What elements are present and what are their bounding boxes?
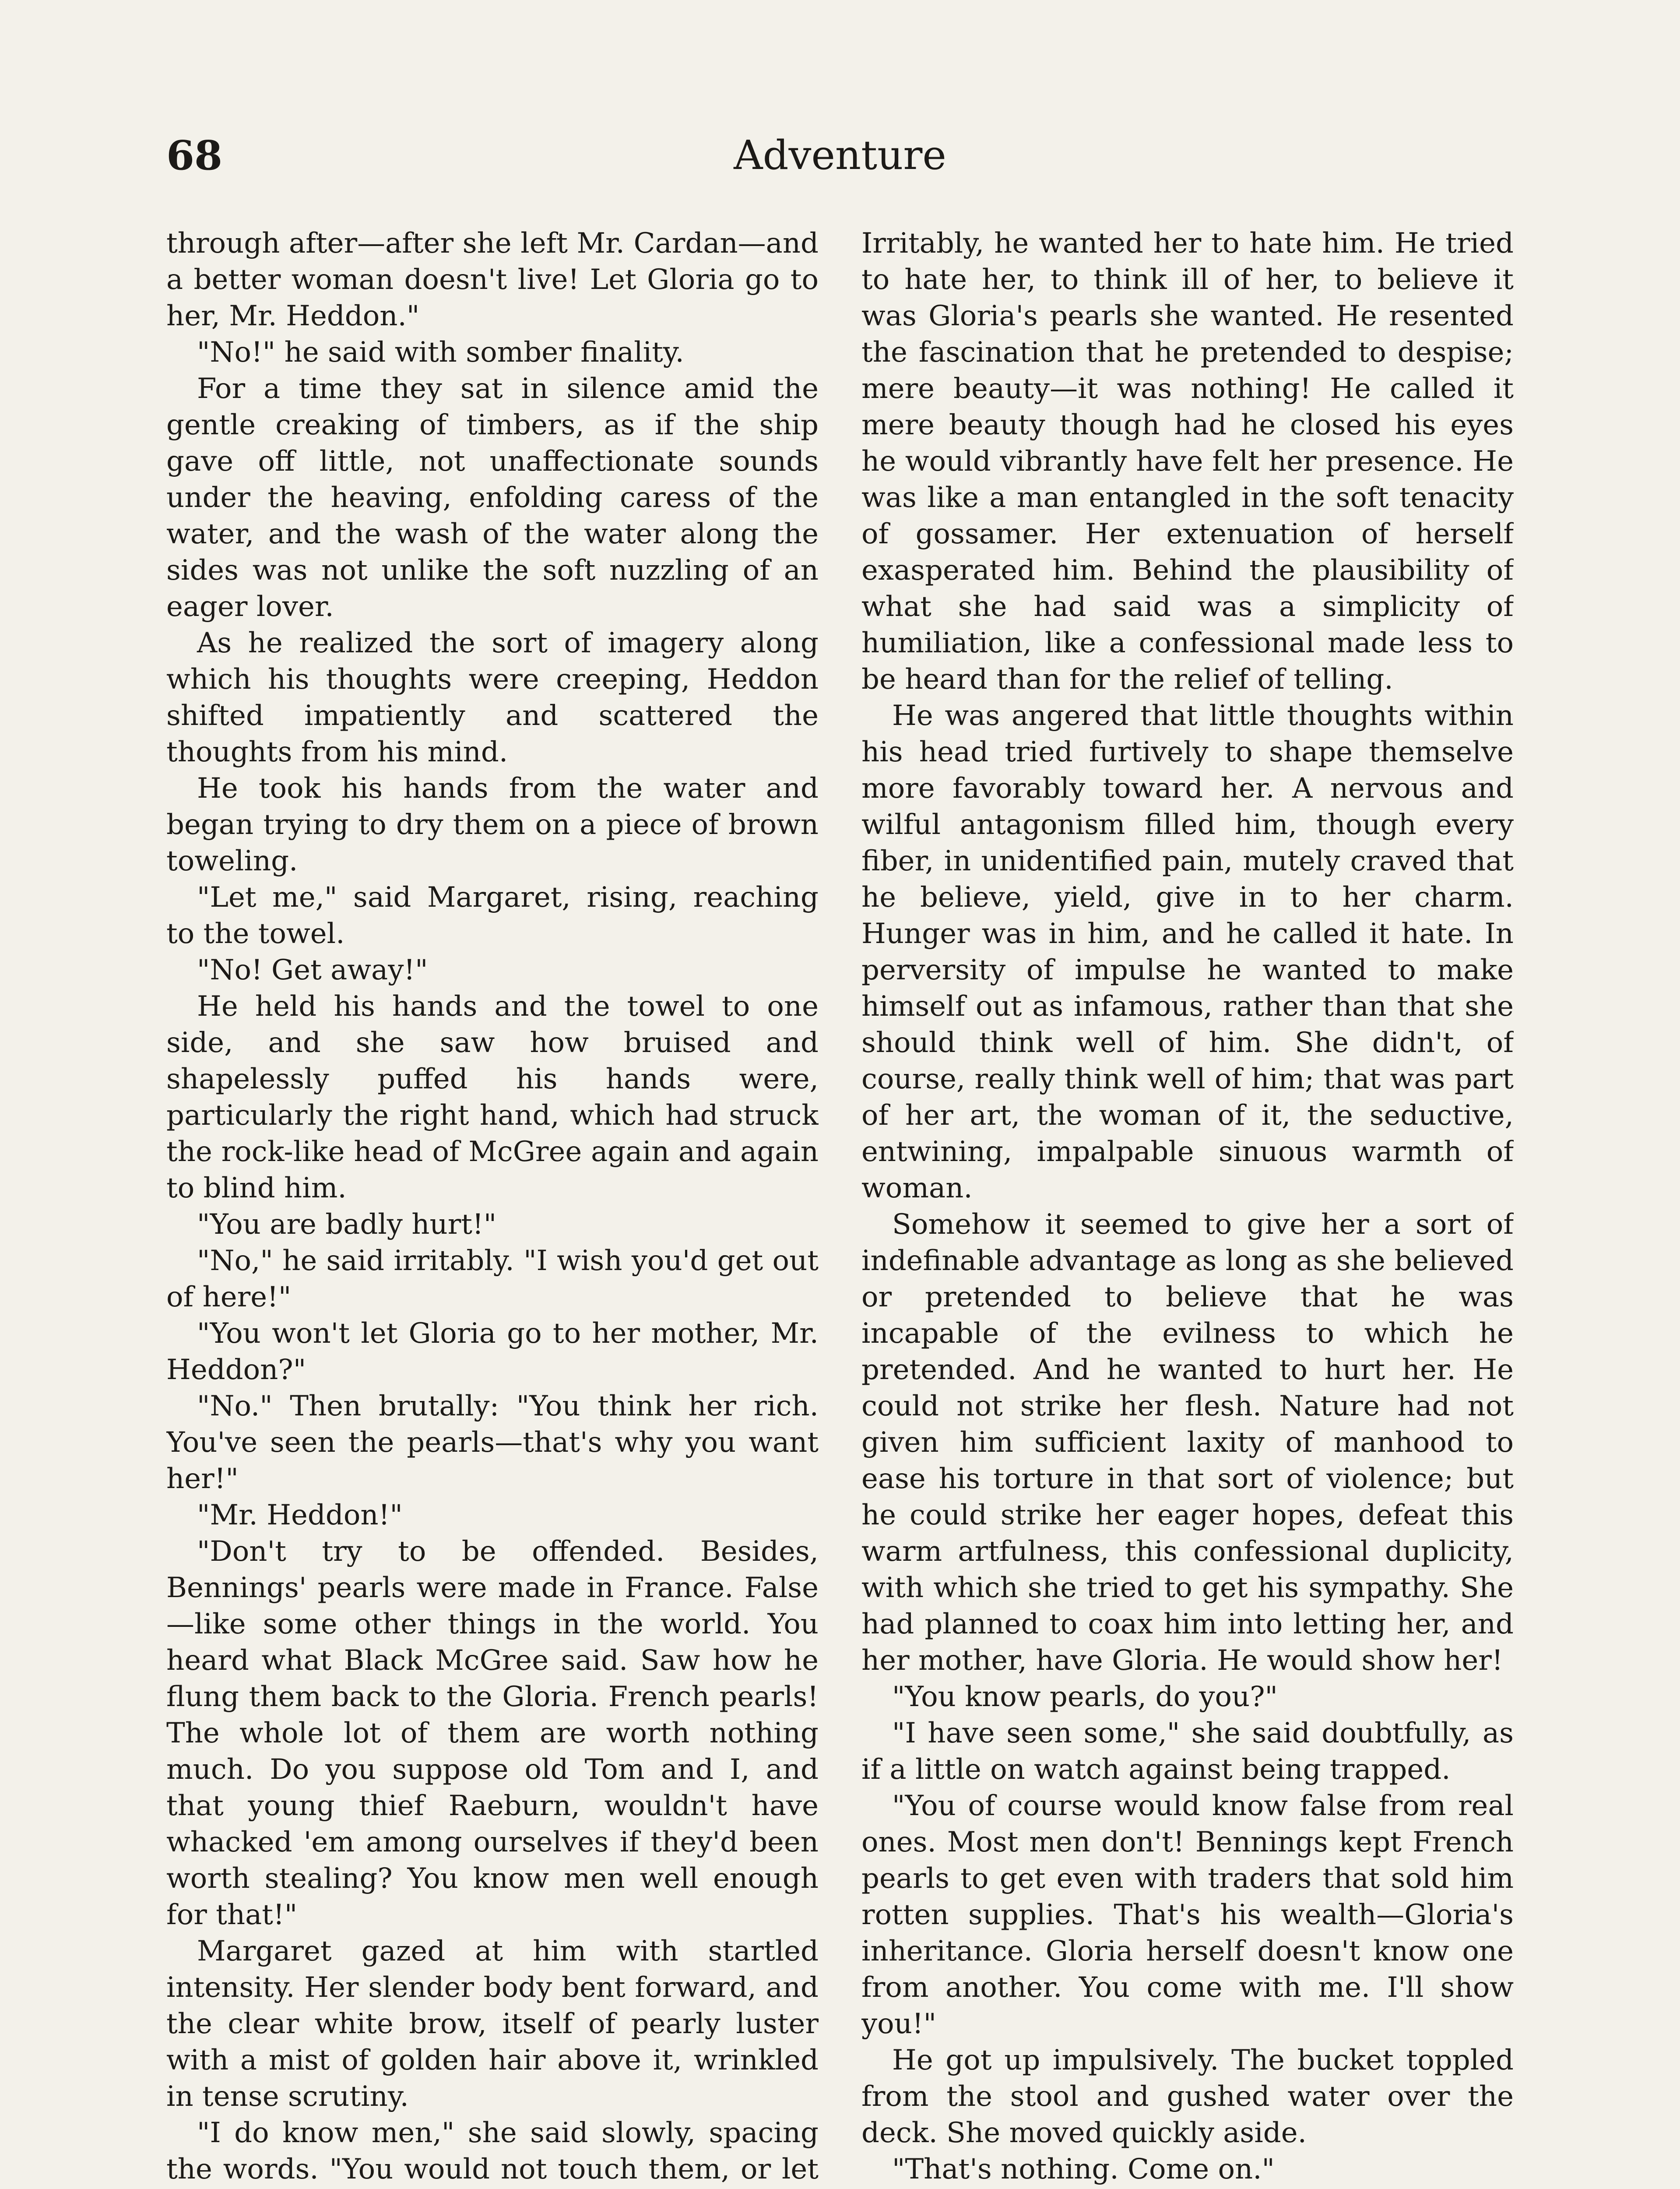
paragraph: He held his hands and the towel to one side, and she saw how bruised and shapelessly puffed his hands were, particularly the right hand, which had struck the rock-like head of McGree again and again to blind him. bbox=[166, 990, 819, 1204]
paragraph: As he realized the sort of imagery along which his thoughts were creeping, Heddon shifted impatiently and scattered the thoughts from his mind. bbox=[166, 627, 819, 768]
paragraph: He got up impulsively. The bucket toppled from the stool and gushed water over the deck. She moved quickly aside. bbox=[861, 2044, 1514, 2149]
paragraph: "I have seen some," she said doubtfully, as if a little on watch against being trapped. bbox=[861, 1717, 1514, 1786]
paragraph: "Let me," said Margaret, rising, reaching to the towel. bbox=[166, 881, 819, 950]
paragraph: "Mr. Heddon!" bbox=[197, 1499, 403, 1531]
paragraph: Irritably, he wanted her to hate him. He tried to hate her, to think ill of her, to believe it was Gloria's pearls she wanted. He resented the fascination that he pretended to despise; mere beauty—it was nothing! He called it mere beauty though had he closed his eyes he would vibrantly have felt her presence. He was like a man entangled in the soft tenacity of gossamer. Her extenuation of herself exasperated him. Behind the plausibility of what she had said was a simplicity of humiliation, like a confessional made less to be heard than for the relief of telling. bbox=[861, 227, 1514, 696]
paragraph: Somehow it seemed to give her a sort of indefinable advantage as long as she believed or pretended to believe that he was incapable of the evilness to which he pretended. And he wanted to hurt her. He could not strike her flesh. Nature had not given him sufficient laxity of manhood to ease his torture in that sort of violence; but he could strike her eager hopes, defeat this warm artfulness, this confessional duplicity, with which she tried to get his sympathy. She had planned to coax him into letting her, and her mother, have Gloria. He would show her! bbox=[861, 1208, 1514, 1677]
paragraph: "You know pearls, do you?" bbox=[892, 1681, 1278, 1713]
paragraph: "No!" he said with somber finality. bbox=[197, 336, 684, 369]
paragraph: "No." Then brutally: "You think her rich. You've seen the pearls—that's why you want her!" bbox=[166, 1390, 819, 1495]
paragraph: "I do know men," she said slowly, spacing the words. "You would not touch them, or let bbox=[166, 2117, 819, 2185]
page-header bbox=[166, 127, 1514, 184]
paragraph: "You won't let Gloria go to her mother, Mr. Heddon?" bbox=[166, 1317, 819, 1386]
paragraph: "No! Get away!" bbox=[197, 954, 428, 986]
paragraph: "Don't try to be offended. Besides, Bennings' pearls were made in France. False—like some other things in the world. You heard what Black McGree said. Saw how he flung them back to the Gloria. French pearls! The whole lot of them are worth nothing much. Do you suppose old Tom and I, and that young thief Raeburn, wouldn't have whacked 'em among ourselves if they'd been worth stealing? You know men well enough for that!" bbox=[166, 1535, 819, 1931]
page-number: 68 bbox=[166, 132, 223, 179]
right-column bbox=[861, 225, 1514, 2189]
left-column bbox=[166, 225, 819, 2189]
paragraph: "You are badly hurt!" bbox=[197, 1208, 497, 1241]
paragraph: He took his hands from the water and began trying to dry them on a piece of brown toweling. bbox=[166, 772, 819, 877]
paragraph: through after—after she left Mr. Cardan—and a better woman doesn't live! Let Gloria go to her, Mr. Heddon." bbox=[166, 227, 819, 332]
running-title: Adventure bbox=[734, 132, 946, 179]
paragraph: He was angered that little thoughts within his head tried furtively to shape themselve more favorably toward her. A nervous and wilful antagonism filled him, though every fiber, in unidentified pain, mutely craved that he believe, yield, give in to her charm. Hunger was in him, and he called it hate. In perversity of impulse he wanted to make himself out as infamous, rather than that she should think well of him. She didn't, of course, really think well of him; that was part of her art, the woman of it, the seductive, entwining, impalpable sinuous warmth of woman. bbox=[861, 700, 1514, 1204]
paragraph: Margaret gazed at him with startled intensity. Her slender body bent forward, and the clear white brow, itself of pearly luster with a mist of golden hair above it, wrinkled in tense scrutiny. bbox=[166, 1935, 819, 2113]
paragraph: For a time they sat in silence amid the gentle creaking of timbers, as if the ship gave off little, not unaffectionate sounds under the heaving, enfolding caress of the water, and the wash of the water along the sides was not unlike the soft nuzzling of an eager lover. bbox=[166, 373, 819, 623]
paragraph: "No," he said irritably. "I wish you'd get out of here!" bbox=[166, 1245, 819, 1313]
paragraph: "That's nothing. Come on." bbox=[892, 2153, 1275, 2185]
paragraph: "You of course would know false from real ones. Most men don't! Bennings kept French pearls to get even with traders that sold him rotten supplies. That's his wealth—Gloria's inheritance. Gloria herself doesn't know one from another. You come with me. I'll show you!" bbox=[861, 1790, 1514, 2040]
